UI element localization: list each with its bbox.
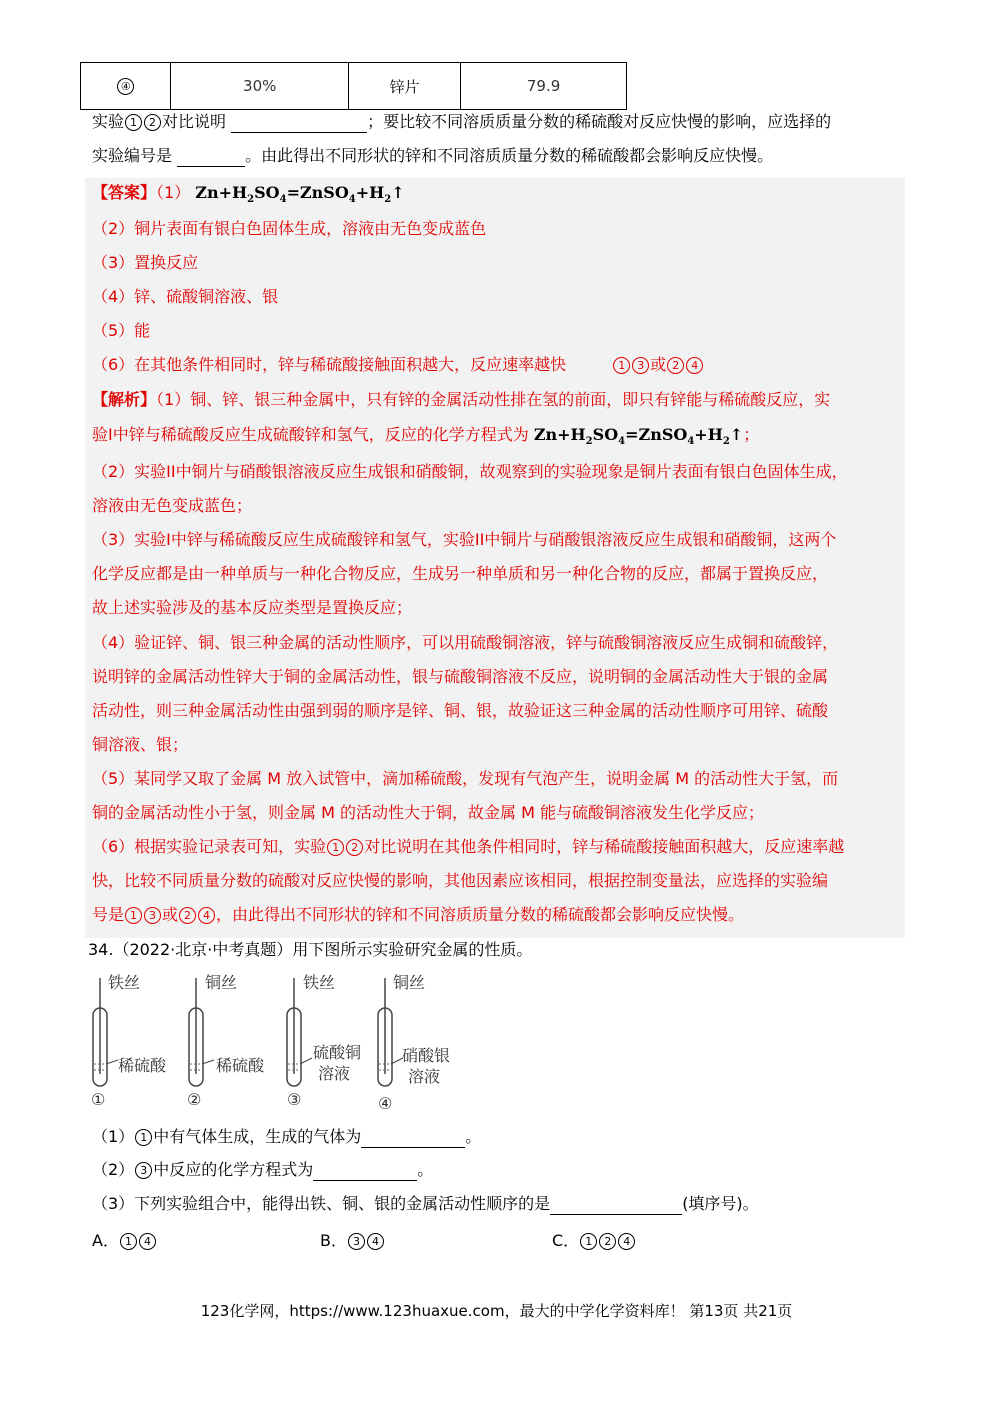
text: 中反应的化学方程式为 (153, 1160, 314, 1179)
circled-number: 1 (580, 1233, 597, 1250)
answer-blank[interactable] (550, 1214, 682, 1215)
choice-c[interactable] (552, 1228, 636, 1251)
tube-liquid-label: 溶液 (318, 1064, 351, 1083)
analysis-tag: 【解析】 (92, 390, 157, 409)
circled-number: 2 (599, 1233, 616, 1250)
text: ； (743, 425, 760, 444)
analysis-line-6: 化学反应都是由一种单质与一种化合物反应，生成另一种单质和另一种化合物的反应，都属于置换反应， (92, 564, 829, 583)
text: 号是 (92, 905, 125, 924)
answer-blank[interactable] (231, 132, 367, 133)
text: C． (552, 1231, 580, 1250)
answer-line-5: （5）能 (92, 321, 151, 340)
analysis-line-11: 铜溶液、银； (92, 735, 189, 754)
answer-line-4: （4）锌、硫酸铜溶液、银 (92, 287, 279, 306)
tube-number: ④ (378, 1094, 393, 1113)
circled-number: 1 (327, 839, 344, 856)
table-cell-num (81, 63, 171, 110)
analysis-line-3: （2）实验II中铜片与硝酸银溶液反应生成银和硝酸铜，故观察到的实验现象是铜片表面有银白色固体生成， (92, 462, 848, 481)
text: （3）下列实验组合中，能得出铁、铜、银的金属活动性顺序的是 (92, 1194, 551, 1213)
table-cell-shape: 锌片 (349, 63, 461, 110)
circled-number: 4 (198, 907, 215, 924)
tube-number: ② (187, 1090, 202, 1109)
text: （6）根据实验记录表可知，实验 (92, 837, 327, 856)
analysis-line-14 (92, 836, 844, 858)
text: ，由此得出不同形状的锌和不同溶质质量分数的稀硫酸都会影响反应快慢。 (216, 905, 745, 924)
circled-number: 4 (367, 1233, 384, 1250)
analysis-line-8: （4）验证锌、铜、银三种金属的活动性顺序，可以用硫酸铜溶液，锌与硫酸铜溶液反应生成铜和硫酸锌， (92, 633, 839, 652)
analysis-line-5: （3）实验I中锌与稀硫酸反应生成硫酸锌和氢气，实验II中铜片与硝酸银溶液反应生成银和硝酸铜，这两个 (92, 530, 837, 549)
circled-number: 4 (686, 357, 703, 374)
tube-wire-label: 铜丝 (205, 973, 238, 992)
circled-number: 1 (125, 907, 142, 924)
text: 。 (417, 1160, 434, 1179)
tube-wire-label: 铁丝 (108, 973, 141, 992)
tube-liquid-label: 硝酸银 (402, 1046, 451, 1065)
answer-tag: 【答案】 (92, 183, 157, 202)
subquestion-1 (92, 1126, 481, 1148)
test-tube-4 (378, 978, 403, 1086)
text: 对比说明在其他条件相同时，锌与稀硫酸接触面积越大，反应速率越 (364, 837, 845, 856)
circled-number: 1 (120, 1233, 137, 1250)
circled-number: 3 (632, 357, 649, 374)
answer-blank[interactable] (361, 1147, 465, 1148)
answer-line-1 (92, 182, 405, 211)
circled-number: 4 (139, 1233, 156, 1250)
table-row (81, 63, 627, 110)
table-cell-concentration: 30% (171, 63, 349, 110)
circled-number: 2 (144, 114, 161, 131)
text: (填序号)。 (682, 1194, 759, 1213)
circled-number: 2 (667, 357, 684, 374)
tube-liquid-label: 稀硫酸 (216, 1056, 265, 1075)
circled-number: 1 (613, 357, 630, 374)
text: 或 (162, 905, 179, 924)
answer-blank[interactable] (313, 1180, 417, 1181)
tube-wire-label: 铜丝 (393, 973, 426, 992)
text: 对比说明 (162, 112, 227, 131)
text: （1） (156, 183, 191, 202)
circled-number: 1 (135, 1129, 152, 1146)
analysis-line-2 (92, 424, 759, 453)
circled-number: 1 (125, 114, 142, 131)
subquestion-3 (92, 1193, 759, 1215)
test-tube-1 (93, 978, 118, 1086)
circled-number: ④ (117, 78, 134, 95)
analysis-line-16 (92, 904, 744, 926)
tube-number: ③ (287, 1090, 302, 1109)
page-footer: 123化学网，https://www.123huaxue.com，最大的中学化学资料库！ 第13页 共21页 (200, 1302, 793, 1320)
text: 或 (650, 355, 667, 374)
text: （1） (92, 1127, 135, 1146)
choice-a[interactable] (92, 1228, 157, 1251)
question-line-2 (92, 145, 773, 167)
text: B． (320, 1231, 347, 1250)
text: 。 (465, 1127, 482, 1146)
subquestion-2 (92, 1159, 433, 1181)
text: 中有气体生成，生成的气体为 (153, 1127, 362, 1146)
circled-number: 4 (618, 1233, 635, 1250)
analysis-line-1 (92, 389, 830, 411)
answer-line-2: （2）铜片表面有银白色固体生成，溶液由无色变成蓝色 (92, 219, 487, 238)
experiment-table (80, 62, 627, 110)
analysis-line-7: 故上述实验涉及的基本反应类型是置换反应； (92, 598, 413, 617)
tube-wire-label: 铁丝 (303, 973, 336, 992)
text: 验I中锌与稀硫酸反应生成硫酸锌和氢气，反应的化学方程式为 (92, 425, 529, 444)
answer-line-3: （3）置换反应 (92, 253, 199, 272)
question-title: 34.（2022·北京·中考真题）用下图所示实验研究金属的性质。 (88, 940, 533, 959)
text: A． (92, 1231, 119, 1250)
answer-line-6 (92, 354, 704, 376)
circled-number: 3 (348, 1233, 365, 1250)
analysis-line-12: （5）某同学又取了金属 M 放入试管中，滴加稀硫酸，发现有气泡产生，说明金属 M 的活动性大于氢，而 (92, 769, 839, 788)
tube-number: ① (91, 1090, 106, 1109)
equation: $Zn+H_2SO_4=ZnSO_4+H_2↑$ (533, 425, 744, 448)
circled-number: 2 (179, 907, 196, 924)
question-line-1 (92, 111, 831, 133)
circled-number: 3 (144, 907, 161, 924)
table-cell-value: 79.9 (461, 63, 627, 110)
answer-blank[interactable] (177, 166, 245, 167)
tube-liquid-label: 稀硫酸 (118, 1056, 167, 1075)
choice-b[interactable] (320, 1228, 385, 1251)
circled-number: 3 (135, 1162, 152, 1179)
text: （1）铜、锌、银三种金属中，只有锌的金属活动性排在氢的前面，即只有锌能与稀硫酸反应，实 (156, 390, 831, 409)
equation: $Zn+H_2SO_4=ZnSO_4+H_2↑$ (195, 183, 405, 206)
circled-number: 2 (346, 839, 363, 856)
test-tube-3 (287, 978, 312, 1086)
text: （2） (92, 1160, 135, 1179)
analysis-line-15: 快，比较不同质量分数的硫酸对反应快慢的影响，其他因素应该相同，根据控制变量法，应选择的实验编 (92, 871, 829, 890)
text: 实验 (92, 112, 125, 131)
text: （6）在其他条件相同时，锌与稀硫酸接触面积越大，反应速率越快 (92, 355, 567, 374)
analysis-line-10: 活动性，则三种金属活动性由强到弱的顺序是锌、铜、银，故验证这三种金属的活动性顺序可用锌、硫酸 (92, 701, 829, 720)
analysis-line-9: 说明锌的金属活动性锌大于铜的金属活动性，银与硫酸铜溶液不反应，说明铜的金属活动性大于银的金属 (92, 667, 829, 686)
tube-liquid-label: 溶液 (408, 1067, 441, 1086)
text: 实验编号是 (92, 146, 173, 165)
analysis-line-4: 溶液由无色变成蓝色； (92, 496, 253, 515)
tube-liquid-label: 硫酸铜 (313, 1043, 362, 1062)
analysis-line-13: 铜的金属活动性小于氢，则金属 M 的活动性大于铜，故金属 M 能与硫酸铜溶液发生化学反应； (92, 803, 764, 822)
text: ；要比较不同溶质质量分数的稀硫酸对反应快慢的影响，应选择的 (367, 112, 832, 131)
text: 。由此得出不同形状的锌和不同溶质质量分数的稀硫酸都会影响反应快慢。 (245, 146, 774, 165)
test-tube-2 (189, 978, 214, 1086)
